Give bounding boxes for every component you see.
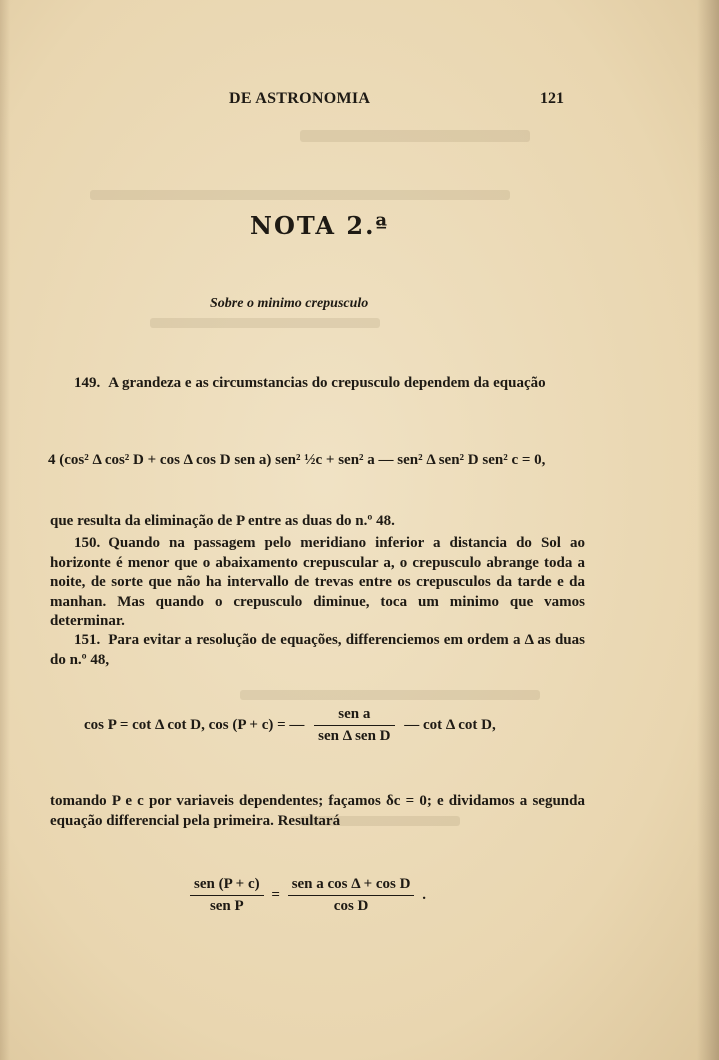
- show-through-mark: [90, 190, 510, 200]
- fraction-denominator: cos D: [333, 898, 369, 914]
- equation-2-left: cos P = cot Δ cot D, cos (P + c) = —: [84, 716, 305, 733]
- show-through-mark: [150, 318, 380, 328]
- fraction-denominator: sen P: [209, 898, 244, 914]
- paragraph-151: [50, 631, 585, 670]
- section-heading: NOTA 2.ª: [250, 211, 390, 240]
- fraction-numerator: sen (P + c): [190, 876, 264, 896]
- equation-end-punctuation: .: [422, 887, 426, 903]
- show-through-mark: [240, 690, 540, 700]
- paragraph-number: 151.: [74, 632, 101, 648]
- equation-2-right: — cot Δ cot D,: [404, 716, 496, 733]
- equation-2-fraction: [314, 706, 394, 745]
- paragraph-text: Quando na passagem pelo meridiano inferior a distancia do Sol ao horizonte é menor que o abaixamento crepuscular a, o crepusculo abrange toda a noite, de sorte que não ha intervallo de trevas entre os crepusculos da tarde e da manhan. Mas quando o crepusculo diminue, toca um minimo que vamos determinar.: [50, 535, 585, 629]
- equation-3: [190, 876, 430, 915]
- paragraph-text: A grandeza e as circumstancias do crepusculo dependem da equação: [108, 375, 546, 391]
- paragraph-number: 150.: [74, 535, 101, 551]
- paragraph-149: [50, 374, 585, 394]
- running-header-title: DE ASTRONOMIA: [229, 90, 371, 107]
- page-right-edge-shadow: [697, 0, 719, 1060]
- equation-3-lhs-fraction: [190, 876, 264, 915]
- equation-3-rhs-fraction: [288, 876, 415, 915]
- equals-sign: =: [271, 887, 280, 903]
- equation-1: 4 (cos² Δ cos² D + cos Δ cos D sen a) sen² ½c + sen² a — sen² Δ sen² D sen² c = 0,: [48, 452, 546, 468]
- section-subtitle: Sobre o minimo crepusculo: [210, 296, 369, 311]
- fraction-numerator: sen a: [314, 706, 394, 726]
- paragraph-149-continuation: que resulta da eliminação de P entre as duas do n.º 48.: [50, 513, 395, 529]
- equation-2: [84, 706, 496, 745]
- fraction-denominator: sen Δ sen D: [318, 728, 391, 744]
- show-through-mark: [300, 130, 530, 142]
- paragraph-text: Para evitar a resolução de equações, differenciemos em ordem a Δ as duas do n.º 48,: [50, 632, 585, 668]
- paragraph-tomando: tomando P e c por variaveis dependentes; façamos δc = 0; e dividamos a segunda equação differencial pela primeira. Resultará: [50, 793, 585, 829]
- paragraph-number: 149.: [74, 375, 101, 391]
- paragraph-150: [50, 534, 585, 632]
- fraction-numerator: sen a cos Δ + cos D: [288, 876, 415, 896]
- page-left-edge-shadow: [0, 0, 10, 1060]
- page-number: 121: [540, 90, 564, 107]
